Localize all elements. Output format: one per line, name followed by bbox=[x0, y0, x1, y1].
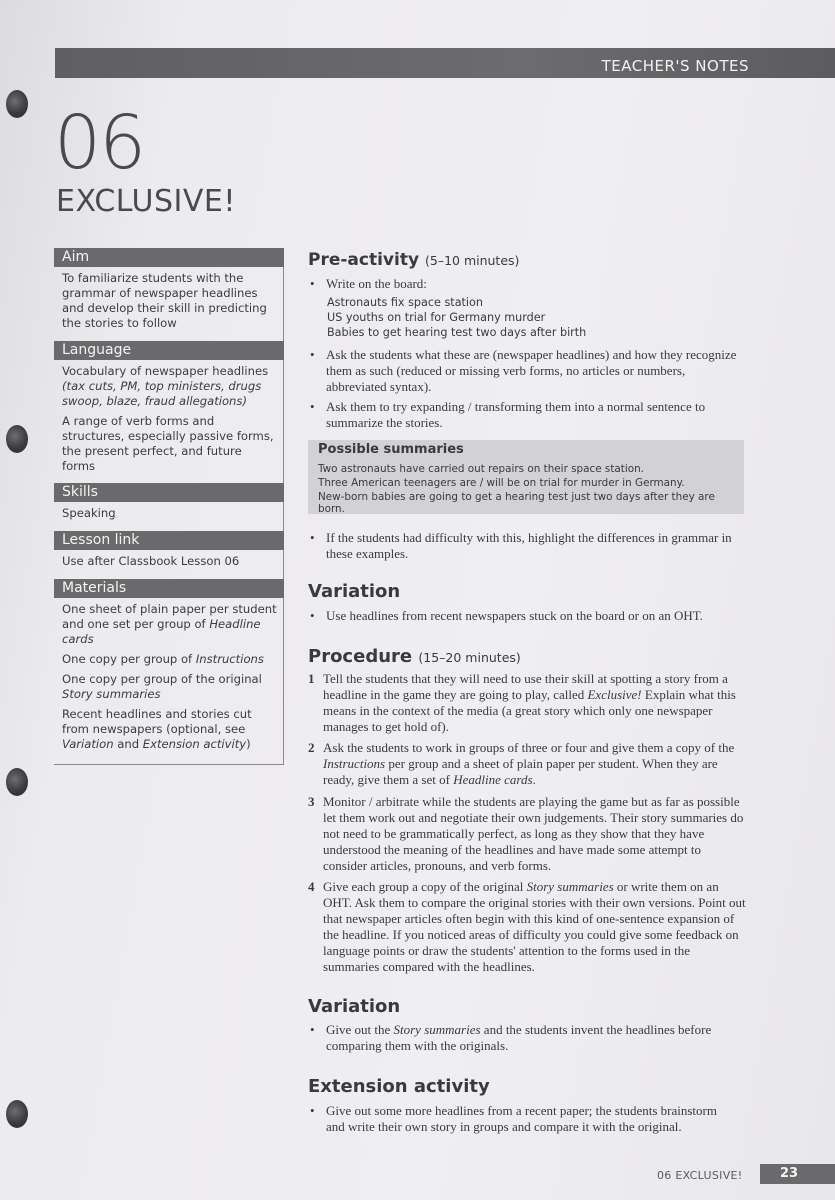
bullet-item bbox=[308, 1103, 738, 1135]
bullet-dot: • bbox=[310, 1022, 315, 1037]
materials-italic: Headline cards bbox=[62, 617, 261, 646]
bullet-dot: • bbox=[310, 608, 315, 623]
header-label: TEACHER'S NOTES bbox=[601, 57, 749, 75]
headline-example: US youths on trial for Germany murder bbox=[327, 311, 546, 324]
language-text-1: Vocabulary of newspaper headlines bbox=[62, 364, 269, 378]
bullet-text: Ask the students what these are (newspaper headlines) and how they recognize them as such (reduced or missing verb forms, no articles or numbers, abbreviated syntax). bbox=[326, 347, 737, 394]
materials-italic: Instructions bbox=[195, 652, 264, 666]
bullet-item bbox=[308, 1022, 738, 1054]
materials-item bbox=[54, 651, 283, 671]
procedure-step bbox=[308, 794, 748, 874]
procedure-step bbox=[308, 879, 748, 975]
step-text-part: Ask the students to work in groups of three or four and give them a copy of the bbox=[323, 740, 735, 755]
lesson-link-heading: Lesson link bbox=[54, 531, 284, 550]
skills-heading: Skills bbox=[54, 483, 284, 502]
aim-text: To familiarize students with the grammar of newspaper headlines and develop their skill in predicting the stories to follow bbox=[62, 271, 267, 330]
bullet-dot: • bbox=[310, 399, 315, 414]
step-text bbox=[323, 671, 748, 735]
pre-activity-heading bbox=[308, 250, 519, 270]
materials-item bbox=[54, 706, 283, 756]
materials-text: Recent headlines and stories cut from newspapers (optional, see bbox=[62, 707, 252, 736]
step-text-italic: Instructions bbox=[323, 756, 386, 771]
materials-item bbox=[54, 671, 283, 706]
step-text: Monitor / arbitrate while the students are playing the game but as far as possible let them work out and negotiate their own judgements. Their story summaries do not need to be grammatically perfect, as long as they show that they have understood the meaning of the headlines and have made some attempt to consider articles, pronouns, and verb forms. bbox=[323, 794, 744, 873]
extension-activity-heading: Extension activity bbox=[308, 1076, 490, 1097]
step-text-part: Give each group a copy of the original bbox=[323, 879, 524, 894]
procedure-heading bbox=[308, 646, 521, 667]
procedure-step bbox=[308, 740, 748, 788]
materials-text: One copy per group of the original bbox=[62, 672, 262, 686]
binder-hole bbox=[6, 425, 28, 453]
materials-italic: Variation bbox=[62, 737, 114, 751]
materials-heading: Materials bbox=[54, 579, 284, 598]
materials-text: One copy per group of bbox=[62, 652, 193, 666]
materials-item bbox=[54, 598, 283, 651]
bullet-item bbox=[308, 276, 738, 292]
step-text-part: . bbox=[532, 772, 536, 787]
bullet-dot: • bbox=[310, 530, 315, 545]
lesson-link-text: Use after Classbook Lesson 06 bbox=[62, 554, 240, 568]
summary-line: Two astronauts have carried out repairs on their space station. bbox=[318, 463, 644, 475]
bullet-text-part: Give out the bbox=[326, 1022, 391, 1037]
procedure-title: Procedure bbox=[308, 646, 413, 667]
bullet-item bbox=[308, 608, 738, 624]
step-number: 3 bbox=[308, 794, 315, 809]
language-text-2: A range of verb forms and structures, especially passive forms, the present perfect, and future forms bbox=[62, 414, 274, 473]
step-number: 1 bbox=[308, 671, 315, 686]
bullet-text: Use headlines from recent newspapers stuck on the board or on an OHT. bbox=[326, 608, 703, 623]
language-text bbox=[54, 360, 283, 413]
step-text-italic: Story summaries bbox=[526, 879, 614, 894]
binder-hole bbox=[6, 90, 28, 118]
bullet-text: Ask them to try expanding / transforming them into a normal sentence to summarize the stories. bbox=[326, 399, 706, 430]
bullet-item bbox=[308, 530, 738, 562]
bullet-text: If the students had difficulty with this, highlight the differences in grammar in these examples. bbox=[326, 530, 732, 561]
headline-example: Babies to get hearing test two days after birth bbox=[327, 326, 587, 339]
bullet-item bbox=[308, 399, 738, 431]
step-text-italic: Exclusive! bbox=[587, 687, 642, 702]
summary-line: Three American teenagers are / will be on trial for murder in Germany. bbox=[318, 477, 685, 489]
bullet-text: Give out some more headlines from a recent paper; the students brainstorm and write their own story in groups and compare it with the original. bbox=[326, 1103, 717, 1134]
step-number: 4 bbox=[308, 879, 315, 894]
procedure-step bbox=[308, 671, 748, 735]
bullet-item bbox=[308, 347, 738, 395]
summary-line: New-born babies are going to get a hearing test just two days after they are born. bbox=[318, 491, 715, 515]
step-text-part: Tell the students that they will need to use their skill at spotting a story from a headline in the game they are going to play, called bbox=[323, 671, 728, 702]
headline-example: Astronauts fix space station bbox=[327, 296, 483, 309]
header-bar bbox=[55, 48, 835, 78]
skills-text: Speaking bbox=[62, 506, 116, 520]
materials-italic: Extension activity bbox=[142, 737, 247, 751]
bullet-dot: • bbox=[310, 1103, 315, 1118]
pre-activity-title: Pre-activity bbox=[308, 250, 420, 270]
materials-text: ) bbox=[246, 737, 251, 751]
materials-text: and bbox=[117, 737, 140, 751]
aim-heading: Aim bbox=[54, 248, 284, 267]
bullet-text-italic: Story summaries bbox=[393, 1022, 481, 1037]
step-text-part: per group and a sheet of plain paper per student. When they are ready, give them a set of bbox=[323, 756, 718, 787]
bullet-text bbox=[326, 1022, 738, 1054]
unit-title: EXCLUSIVE! bbox=[56, 184, 236, 219]
variation-heading: Variation bbox=[308, 581, 401, 602]
procedure-time: (15–20 minutes) bbox=[418, 650, 521, 665]
page-number: 23 bbox=[760, 1164, 835, 1184]
step-number: 2 bbox=[308, 740, 315, 755]
step-text-part: or write them on an OHT. Ask them to compare the original stories with their own versions. Point out that newspaper articles often begin with this kind of one-sentence expansion of the headline. If you noticed areas of difficulty you could give some feedback on language points or draw the students' attention to the forms used in the summaries compared with the headlines. bbox=[323, 879, 746, 974]
materials-italic: Story summaries bbox=[62, 687, 161, 701]
step-text bbox=[323, 740, 748, 788]
unit-number: 06 bbox=[54, 100, 145, 186]
bullet-dot: • bbox=[310, 276, 315, 291]
language-text-1-italic: (tax cuts, PM, top ministers, drugs swoop, blaze, fraud allegations) bbox=[62, 379, 262, 408]
step-text bbox=[323, 879, 748, 975]
binder-hole bbox=[6, 768, 28, 796]
possible-summaries-heading: Possible summaries bbox=[318, 442, 464, 457]
binder-hole bbox=[6, 1100, 28, 1128]
pre-activity-time: (5–10 minutes) bbox=[424, 253, 520, 268]
bullet-text: Write on the board: bbox=[326, 276, 427, 291]
footer-unit-label: 06 EXCLUSIVE! bbox=[657, 1169, 743, 1182]
step-text-part: Explain what this means in the context of the media (a great story which only one newspaper manages to get hold of). bbox=[323, 687, 736, 734]
materials-text: One sheet of plain paper per student and one set per group of bbox=[62, 602, 277, 631]
possible-summaries-box bbox=[308, 440, 744, 514]
language-heading: Language bbox=[54, 341, 284, 360]
sidebar bbox=[54, 248, 284, 765]
bullet-text-part: and the students invent the headlines before comparing them with the originals. bbox=[326, 1022, 712, 1053]
step-text-italic: Headline cards bbox=[453, 772, 533, 787]
variation-heading: Variation bbox=[308, 996, 401, 1017]
bullet-dot: • bbox=[310, 347, 315, 362]
